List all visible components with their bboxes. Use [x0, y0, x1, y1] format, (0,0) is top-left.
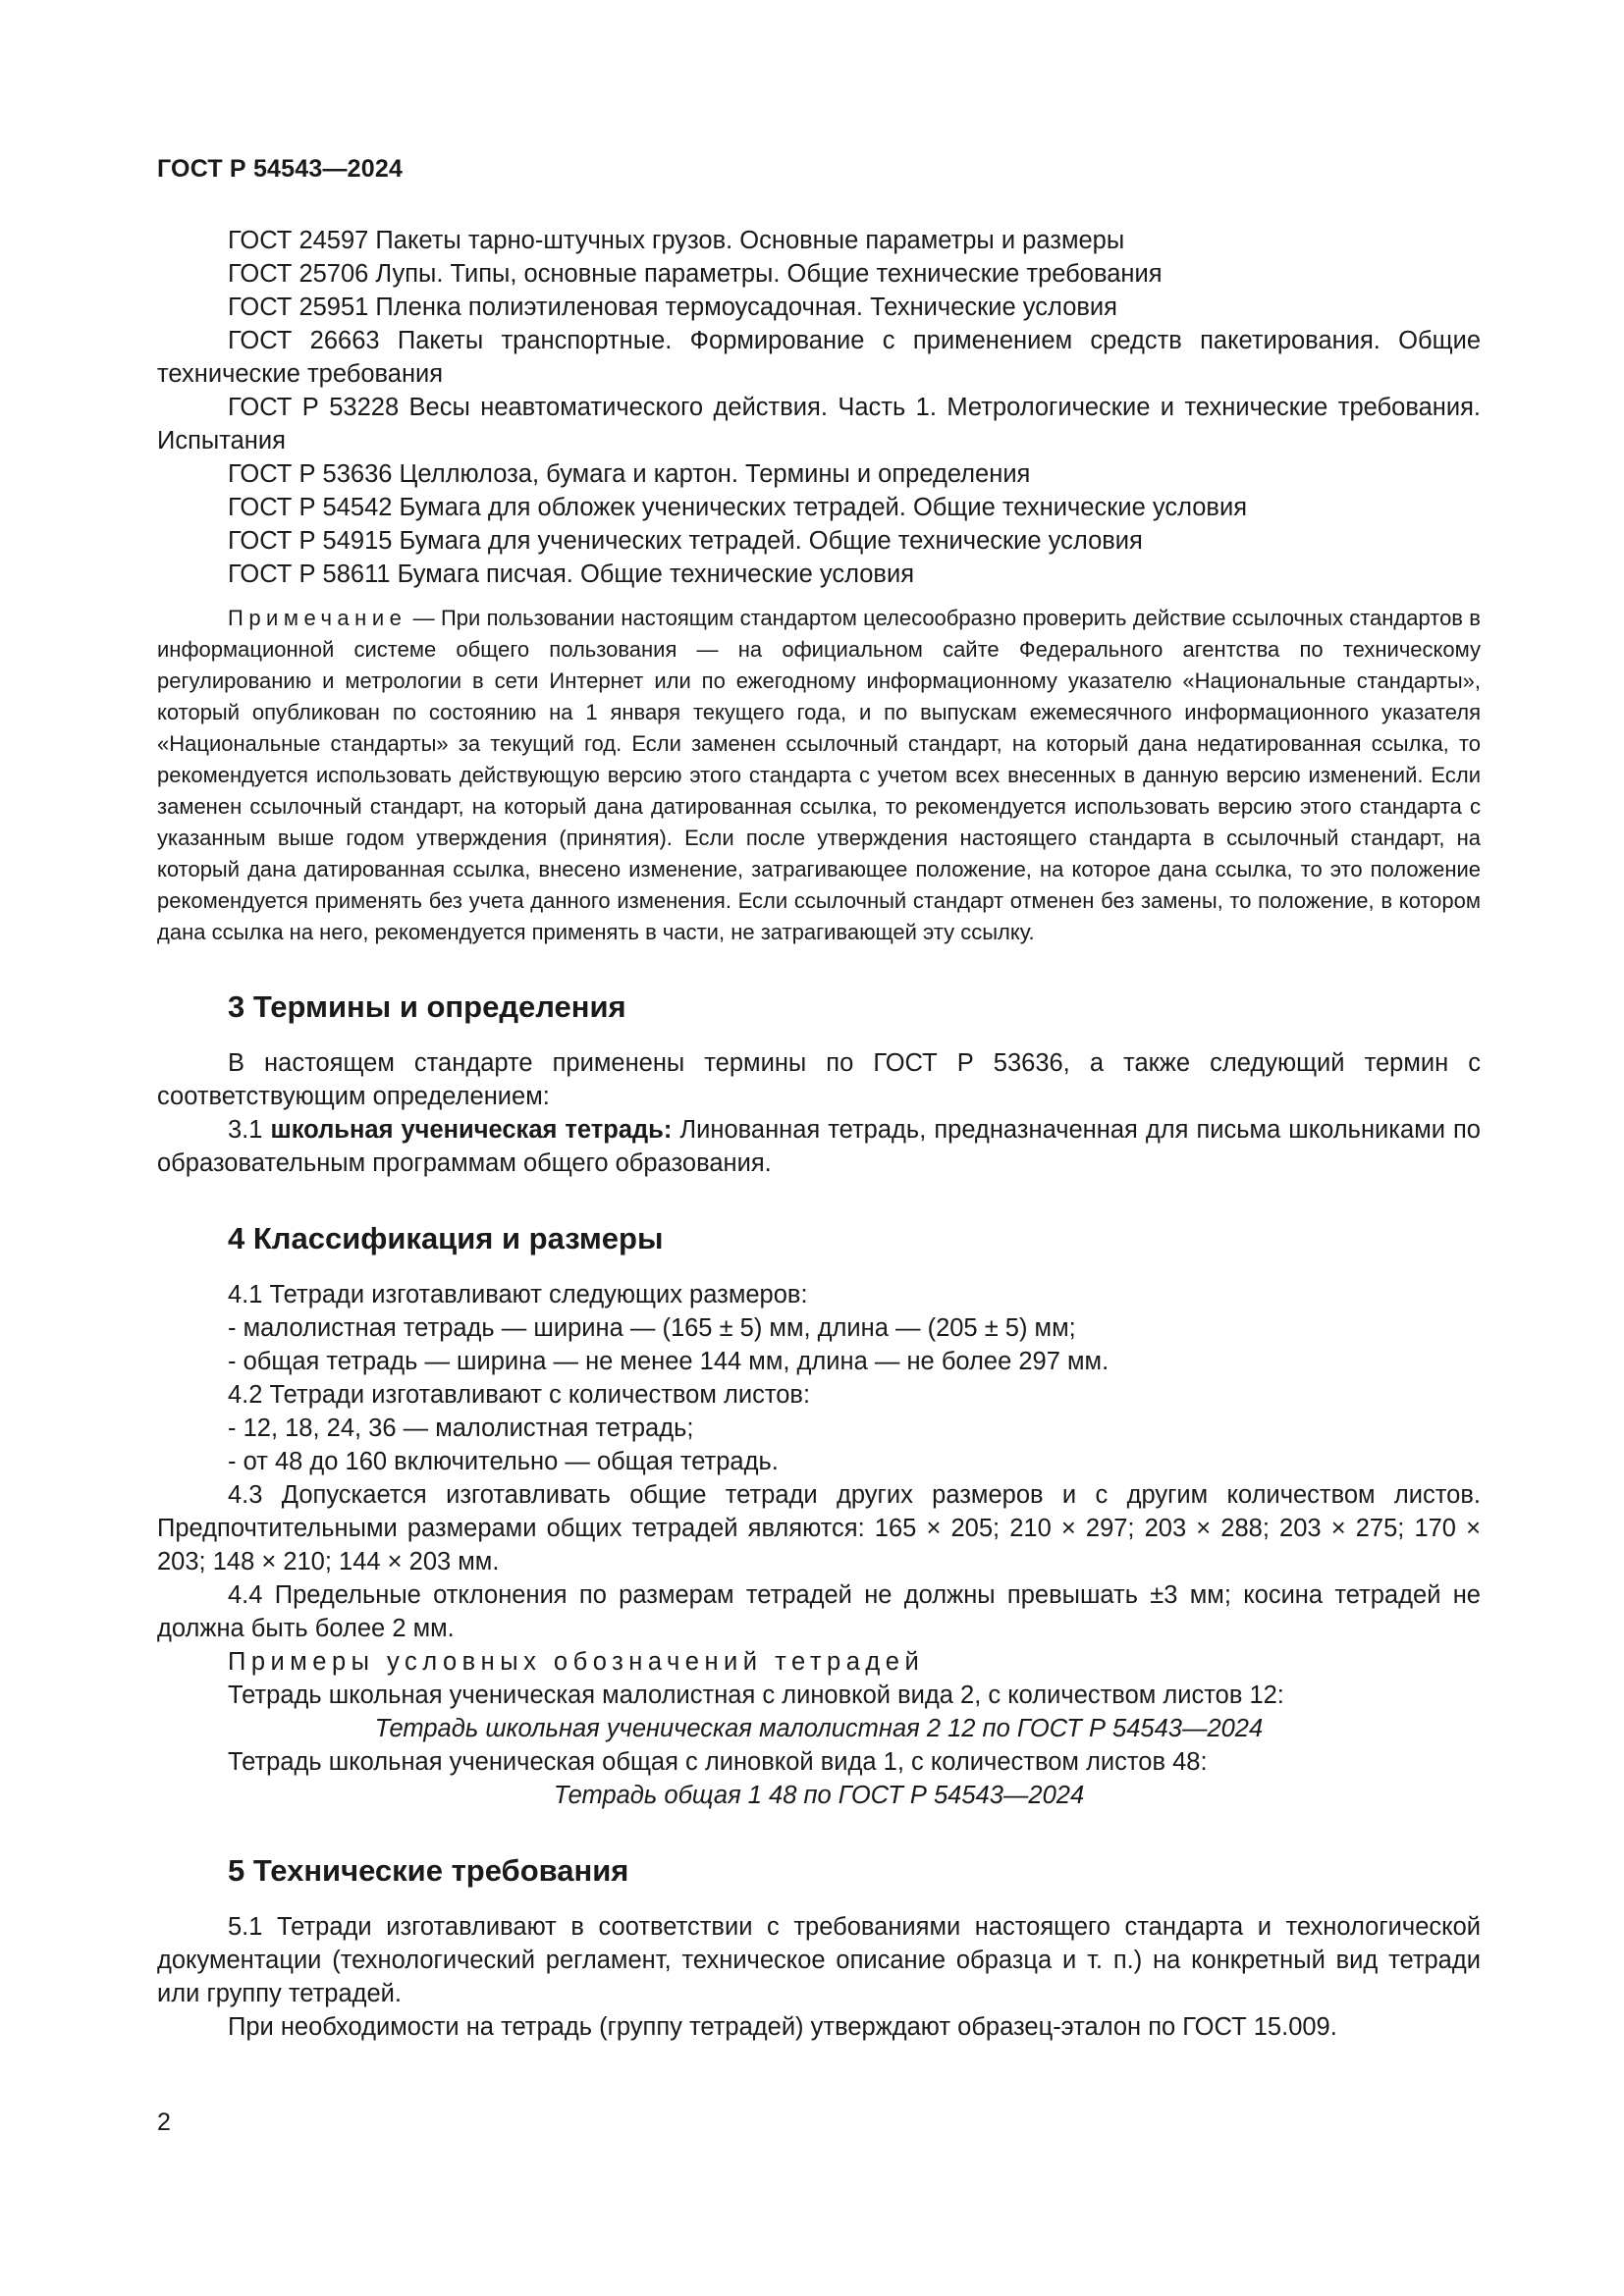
reference-item: ГОСТ 24597 Пакеты тарно-штучных грузов. Основные параметры и размеры — [228, 227, 1125, 254]
section-5-paragraph: При необходимости на тетрадь (группу тетрадей) утверждают образец-эталон по ГОСТ 15.009. — [228, 2013, 1337, 2041]
section-4-line: 4.3 Допускается изготавливать общие тетради других размеров и с другим количеством листов. Предпочтительными размерами общих тетрадей являются: 165 × 205; 210 × 297; 203 × 288; 203 × 275; 170 × 203; 148 × 210; 144 × 203 мм. — [157, 1481, 1481, 1575]
section-5-paragraph: 5.1 Тетради изготавливают в соответствии с требованиями настоящего стандарта и технологической документации (технологический регламент, техническое описание образца и т. п.) на конкретный вид тетради или группу тетрадей. — [157, 1913, 1481, 2007]
example-description: Тетрадь школьная ученическая общая с линовкой вида 1, с количеством листов 48: — [228, 1748, 1208, 1776]
note-label: Примечание — [228, 606, 407, 630]
reference-item: ГОСТ Р 53228 Весы неавтоматического действия. Часть 1. Метрологические и технические требования. Испытания — [157, 394, 1481, 454]
example-description: Тетрадь школьная ученическая малолистная с линовкой вида 2, с количеством листов 12: — [228, 1682, 1284, 1709]
page-number: 2 — [157, 2109, 171, 2136]
section-5-title: 5 Технические требования — [228, 1853, 629, 1888]
section-4-line: - малолистная тетрадь — ширина — (165 ± 5) мм, длина — (205 ± 5) мм; — [228, 1314, 1076, 1342]
reference-item: ГОСТ Р 54915 Бумага для ученических тетрадей. Общие технические условия — [228, 527, 1143, 555]
section-4-line: - общая тетрадь — ширина — не менее 144 мм, длина — не более 297 мм. — [228, 1348, 1110, 1375]
reference-item: ГОСТ 25706 Лупы. Типы, основные параметры. Общие технические требования — [228, 260, 1163, 288]
examples-heading: Примеры условных обозначений тетрадей — [228, 1648, 925, 1676]
section-3-title: 3 Термины и определения — [228, 989, 626, 1024]
section-4-line: 4.4 Предельные отклонения по размерам тетрадей не должны превышать ±3 мм; косина тетрадей не должна быть более 2 мм. — [157, 1581, 1481, 1642]
page-content — [157, 224, 1481, 2044]
reference-item: ГОСТ 26663 Пакеты транспортные. Формирование с применением средств пакетирования. Общие технические требования — [157, 327, 1481, 388]
example-designation: Тетрадь общая 1 48 по ГОСТ Р 54543—2024 — [553, 1782, 1085, 1809]
section-4-title: 4 Классификация и размеры — [228, 1221, 664, 1255]
section-4-line: - 12, 18, 24, 36 — малолистная тетрадь; — [228, 1415, 694, 1442]
note-paragraph — [157, 603, 1481, 948]
section-3-intro: В настоящем стандарте применены термины по ГОСТ Р 53636, а также следующий термин с соответствующим определением: — [157, 1049, 1481, 1110]
section-4-line: 4.2 Тетради изготавливают с количеством листов: — [228, 1381, 811, 1409]
references-list — [157, 224, 1481, 591]
term-name: школьная ученическая тетрадь: — [270, 1116, 673, 1144]
document-header: ГОСТ Р 54543—2024 — [157, 155, 404, 183]
note-text: — При пользовании настоящим стандартом целесообразно проверить действие ссылочных стандартов в информационной системе общего пользования — на официальном сайте Федерального агентства по техническому регулированию и метрологии в сети Интернет или по ежегодному информационному указателю «Национальные стандарты», который опубликован по состоянию на 1 января текущего года, и по выпускам ежемесячного информационного указателя «Национальные стандарты» за текущий год. Если заменен ссылочный стандарт, на который дана недатированная ссылка, то рекомендуется использовать действующую версию этого стандарта с учетом всех внесенных в данную версию изменений. Если заменен ссылочный стандарт, на который дана датированная ссылка, то рекомендуется использовать версию этого стандарта с указанным выше годом утверждения (принятия). Если после утверждения настоящего стандарта в ссылочный стандарт, на который дана датированная ссылка, внесено изменение, затрагивающее положение, на которое дана ссылка, то это положение рекомендуется применять без учета данного изменения. Если ссылочный стандарт отменен без замены, то положение, в котором дана ссылка на него, рекомендуется применять в части, не затрагивающей эту ссылку. — [157, 606, 1481, 944]
term-definition-text: Линованная тетрадь, предназначенная для письма школьниками по образовательным программам общего образования. — [157, 1116, 1481, 1177]
term-definition — [157, 1113, 1481, 1180]
reference-item: ГОСТ Р 58611 Бумага писчая. Общие технические условия — [228, 561, 915, 588]
reference-item: ГОСТ 25951 Пленка полиэтиленовая термоусадочная. Технические условия — [228, 294, 1117, 321]
reference-item: ГОСТ Р 53636 Целлюлоза, бумага и картон. Термины и определения — [228, 460, 1031, 488]
reference-item: ГОСТ Р 54542 Бумага для обложек ученических тетрадей. Общие технические условия — [228, 494, 1248, 521]
section-4-line: - от 48 до 160 включительно — общая тетрадь. — [228, 1448, 779, 1475]
term-number: 3.1 — [228, 1116, 271, 1144]
section-4-line: 4.1 Тетради изготавливают следующих размеров: — [228, 1281, 808, 1308]
example-designation: Тетрадь школьная ученическая малолистная 2 12 по ГОСТ Р 54543—2024 — [374, 1715, 1264, 1742]
